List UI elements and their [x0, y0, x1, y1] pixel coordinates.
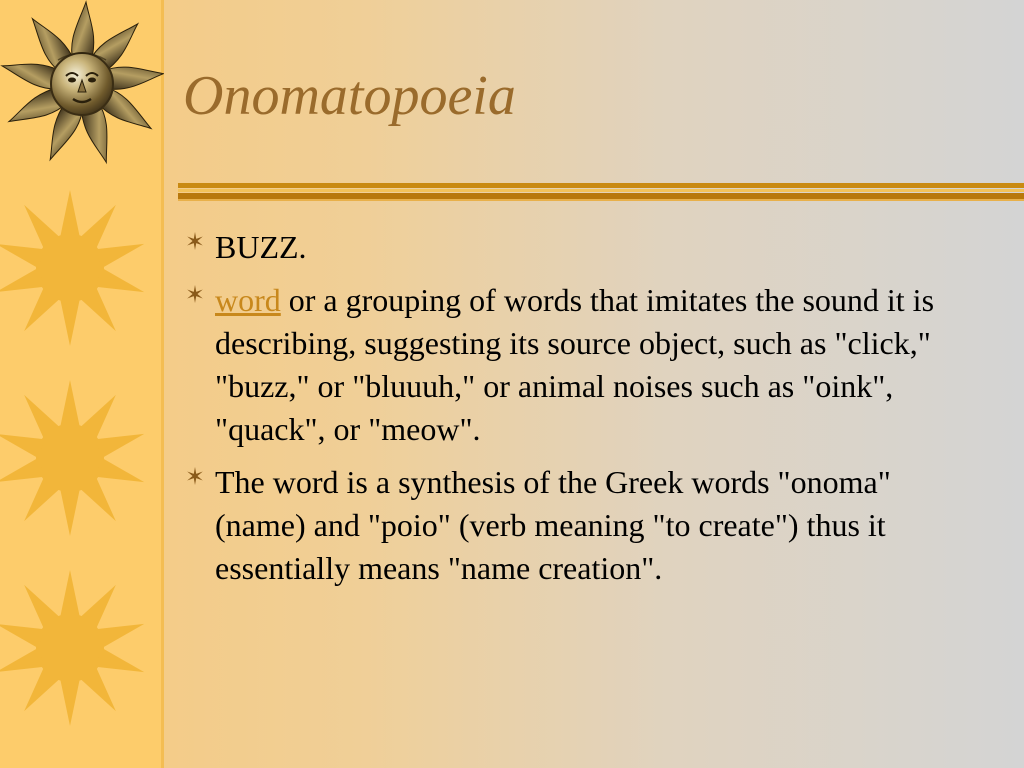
sun-icon	[0, 558, 164, 738]
bullet-text: or a grouping of words that imitates the sound it is describing, suggesting its source object, such as "click," "buzz," or "bluuuh," or animal noises such as "oink", "quack", or "meow".	[215, 282, 935, 447]
slide-title: Onomatopoeia	[183, 65, 516, 127]
star-bullet-icon	[182, 228, 208, 254]
left-decor-band	[0, 0, 164, 768]
bullet-text: The word is a synthesis of the Greek words "onoma" (name) and "poio" (verb meaning "to create") thus it essentially means "name creation".	[215, 464, 891, 586]
bullet-text: BUZZ.	[215, 229, 307, 265]
sun-icon	[0, 178, 164, 358]
bullet-item-etymology	[180, 461, 980, 590]
star-bullet-icon	[182, 281, 208, 307]
sun-icon	[0, 368, 164, 548]
star-bullet-icon	[182, 463, 208, 489]
title-divider	[178, 181, 1024, 203]
bullet-item-definition	[180, 279, 980, 451]
word-link[interactable]: word	[215, 282, 281, 318]
sun-face-icon	[0, 0, 164, 170]
bullet-list	[180, 226, 980, 600]
bullet-item-buzz	[180, 226, 980, 269]
